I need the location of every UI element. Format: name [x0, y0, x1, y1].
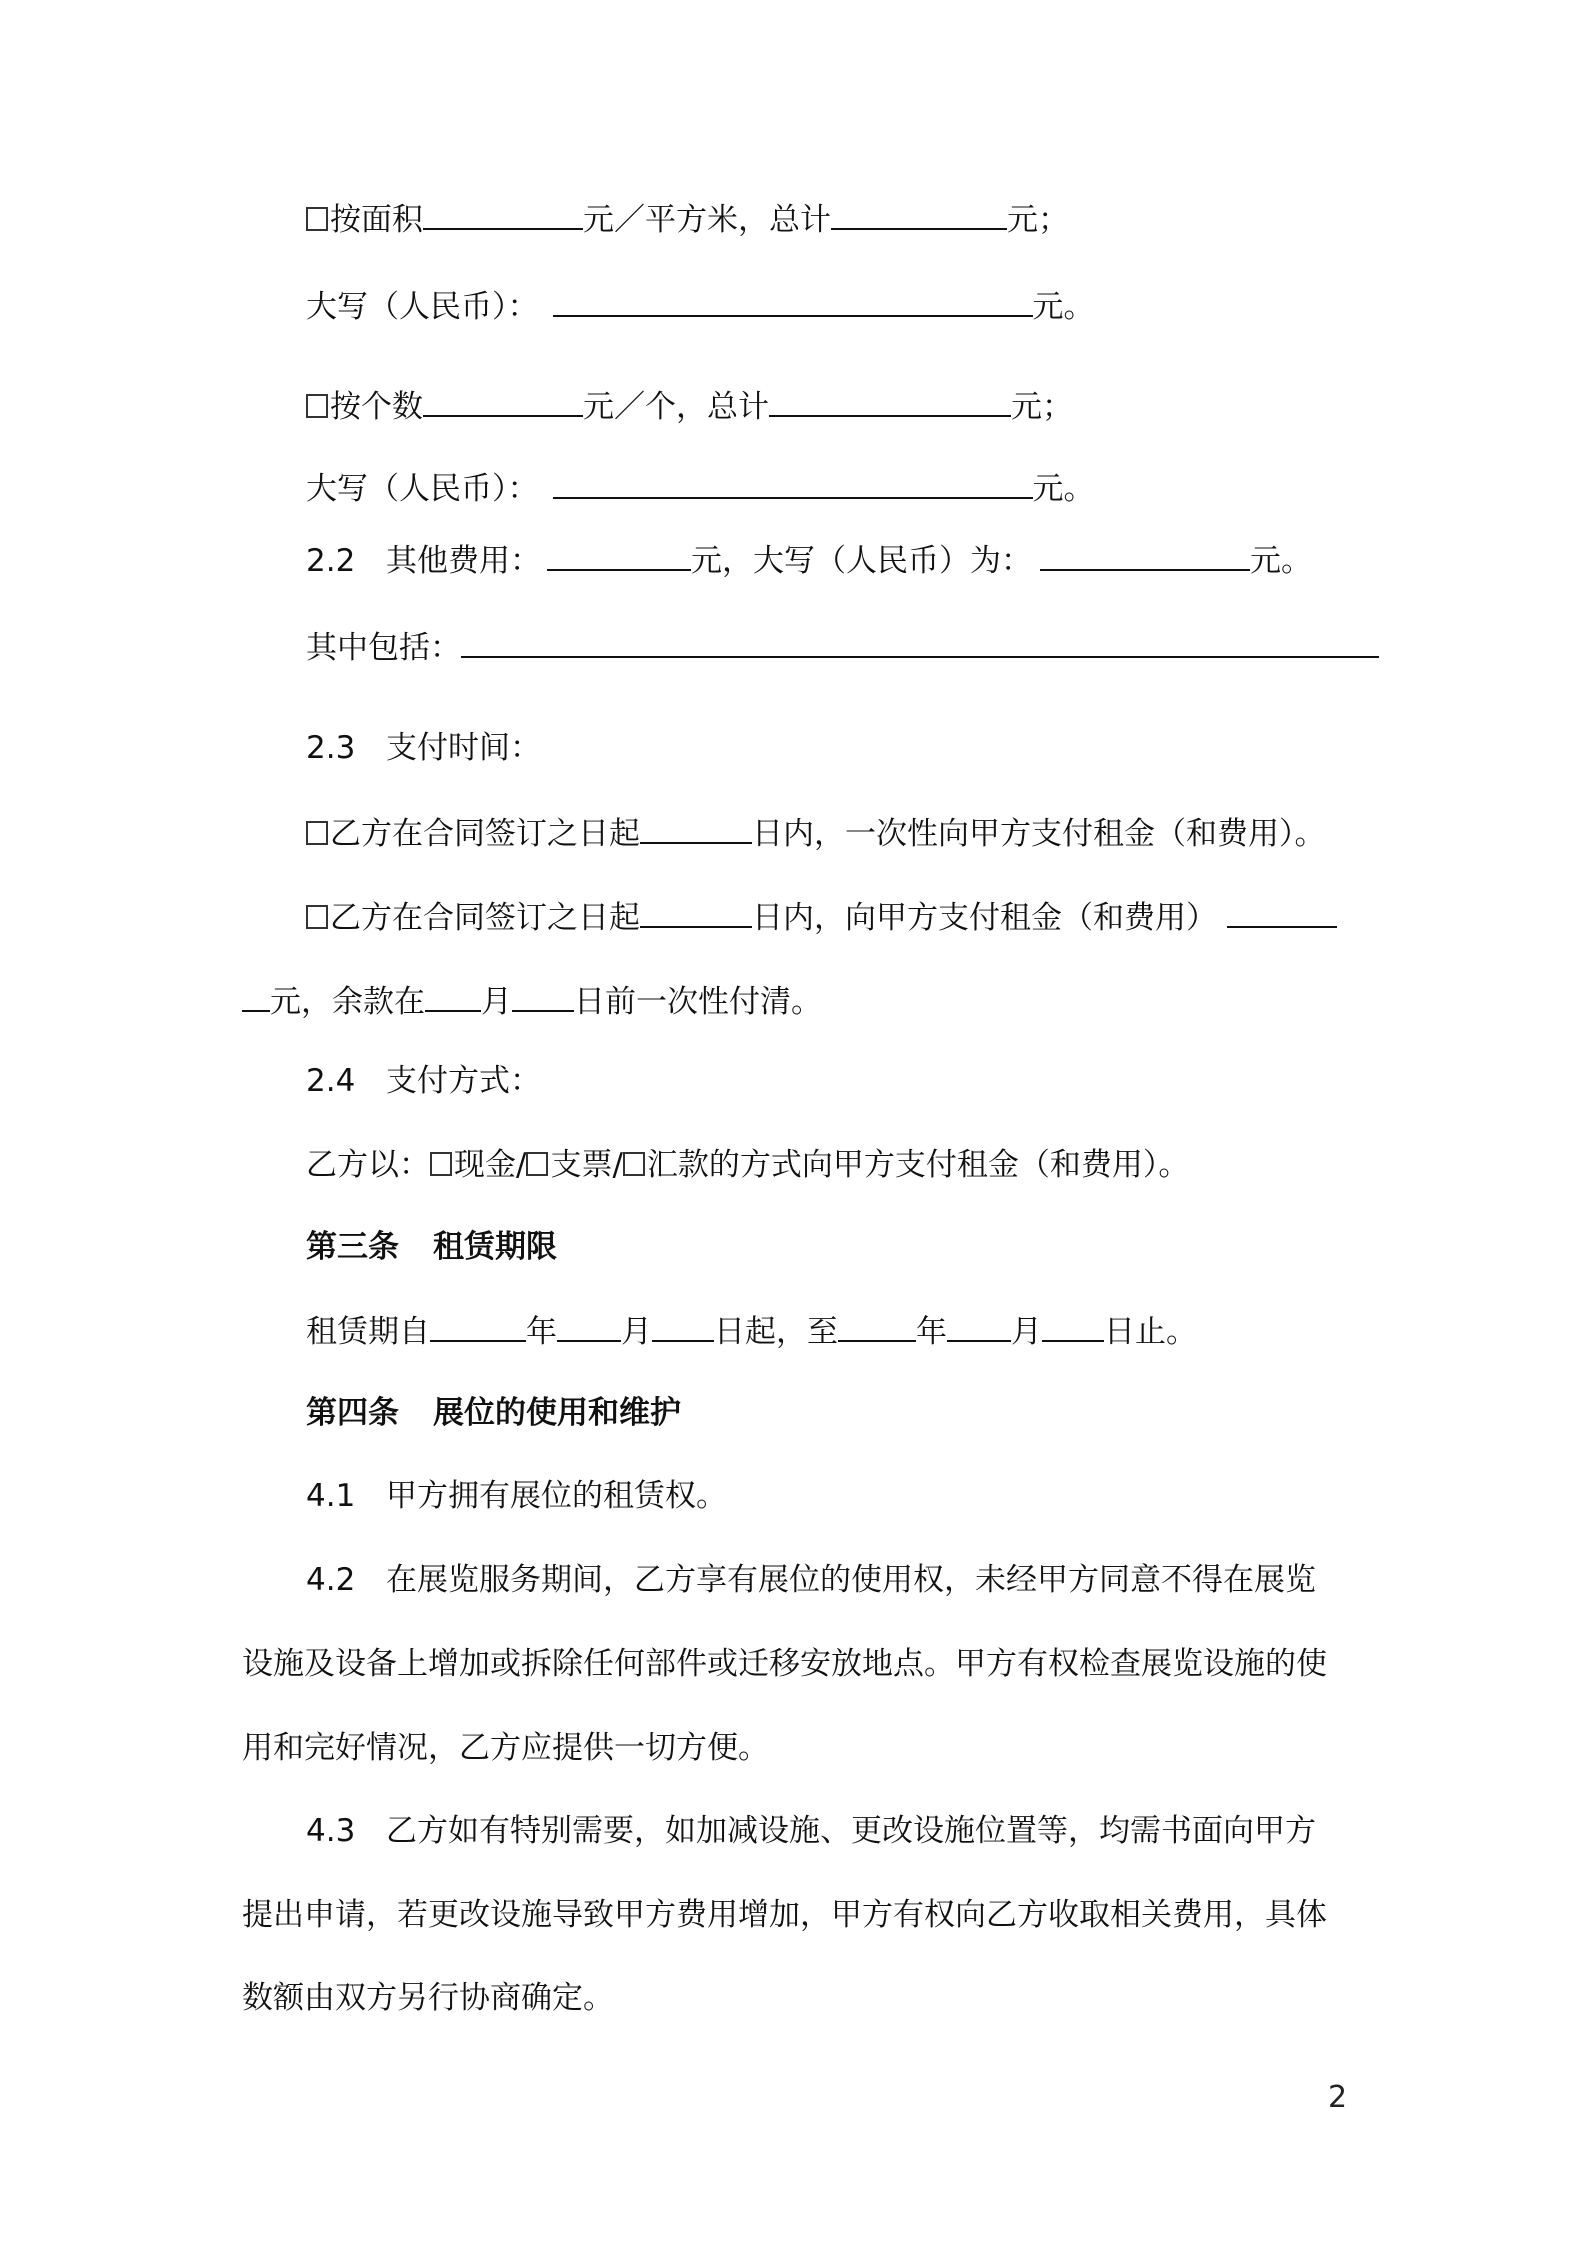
section-4-2-text-3: 用和完好情况，乙方应提供一切方便。	[242, 1730, 769, 1766]
count-total-blank[interactable]	[769, 385, 1011, 417]
other-fees-mid: 元，大写（人民币）为：	[691, 543, 1032, 579]
cheque-label: 支票/	[550, 1147, 623, 1183]
section-2-2	[306, 539, 1312, 579]
cheque-checkbox[interactable]	[526, 1152, 548, 1176]
area-prefix: 按面积	[330, 202, 423, 238]
count-end: 元；	[1011, 389, 1073, 425]
transfer-checkbox[interactable]	[623, 1152, 645, 1176]
start-day-blank[interactable]	[652, 1310, 714, 1342]
area-caps-blank[interactable]	[553, 285, 1033, 317]
article-title: 租赁期限	[433, 1229, 557, 1265]
area-price-blank[interactable]	[423, 198, 583, 230]
other-fees-label: 其他费用：	[386, 543, 541, 579]
count-caps-label: 大写（人民币）：	[306, 471, 539, 507]
option-2-amount-blank-cont[interactable]	[242, 980, 270, 1012]
section-4-3-text-3: 数额由双方另行协商确定。	[242, 1980, 614, 2016]
term-month-2: 月	[1011, 1314, 1042, 1350]
section-4-2-line-2	[242, 1644, 1327, 1684]
option-2-text-d: 日前一次性付清。	[574, 984, 822, 1020]
end-month-blank[interactable]	[947, 1310, 1011, 1342]
area-caps-label: 大写（人民币）：	[306, 289, 539, 325]
option-2-month-blank[interactable]	[425, 980, 481, 1012]
section-4-2-line-3	[242, 1728, 769, 1768]
end-year-blank[interactable]	[838, 1310, 916, 1342]
term-month-1: 月	[621, 1314, 652, 1350]
article-3-heading	[306, 1227, 557, 1267]
section-4-3-text-2: 提出申请，若更改设施导致甲方费用增加，甲方有权向乙方收取相关费用，具体	[242, 1897, 1327, 1933]
transfer-label: 汇款的方式向甲方支付租金（和费用）。	[646, 1147, 1190, 1183]
option-2-text-a: 乙方在合同签订之日起	[330, 900, 640, 936]
payment-method-prefix: 乙方以：	[306, 1147, 430, 1183]
count-price-blank[interactable]	[423, 385, 583, 417]
section-number: 4.1	[306, 1478, 356, 1514]
section-number: 2.4	[306, 1063, 356, 1099]
option-1-text-a: 乙方在合同签订之日起	[330, 816, 640, 852]
section-4-1	[306, 1476, 727, 1516]
area-caps-line	[306, 285, 1095, 325]
start-month-blank[interactable]	[557, 1310, 621, 1342]
option-1-text-b: 日内，一次性向甲方支付租金（和费用）。	[752, 816, 1326, 852]
section-2-3	[306, 728, 541, 768]
option-1-days-blank[interactable]	[640, 812, 752, 844]
term-text-d: 日起，至	[714, 1314, 838, 1350]
other-fees-blank[interactable]	[547, 539, 691, 571]
includes-line	[306, 626, 1379, 666]
end-day-blank[interactable]	[1042, 1310, 1104, 1342]
includes-label: 其中包括：	[306, 630, 461, 666]
section-4-2-text-2: 设施及设备上增加或拆除任何部件或迁移安放地点。甲方有权检查展览设施的使	[242, 1646, 1327, 1682]
article-number: 第三条	[306, 1229, 399, 1265]
section-number: 2.2	[306, 543, 356, 579]
term-year-1: 年	[526, 1314, 557, 1350]
start-year-blank[interactable]	[430, 1310, 526, 1342]
option-2-text-b: 日内，向甲方支付租金（和费用）	[752, 900, 1217, 936]
lease-term-line	[306, 1310, 1197, 1350]
payment-method-line	[306, 1145, 1189, 1185]
section-2-4	[306, 1061, 541, 1101]
article-number: 第四条	[306, 1395, 399, 1431]
option-2-text-c: 元，余款在	[270, 984, 425, 1020]
payment-option-1	[306, 812, 1326, 852]
payment-option-2	[306, 896, 1337, 936]
term-text-a: 租赁期自	[306, 1314, 430, 1350]
section-4-2-text-1: 在展览服务期间，乙方享有展位的使用权，未经甲方同意不得在展览	[386, 1562, 1316, 1598]
cash-label: 现金/	[454, 1147, 527, 1183]
section-4-2-line-1	[306, 1560, 1316, 1600]
area-end: 元；	[1007, 202, 1069, 238]
option-2-day-blank[interactable]	[512, 980, 574, 1012]
option-2-month: 月	[481, 984, 512, 1020]
other-fees-caps-blank[interactable]	[1040, 539, 1250, 571]
area-unit: 元／平方米，总计	[583, 202, 831, 238]
section-4-3-text-1: 乙方如有特别需要，如加减设施、更改设施位置等，均需书面向甲方	[386, 1813, 1316, 1849]
area-checkbox[interactable]	[306, 207, 328, 231]
option-1-checkbox[interactable]	[306, 821, 328, 845]
includes-blank[interactable]	[461, 626, 1379, 658]
section-4-3-line-2	[242, 1895, 1327, 1935]
section-4-3-line-3	[242, 1978, 614, 2018]
count-unit: 元／个，总计	[583, 389, 769, 425]
count-caps-end: 元。	[1032, 471, 1095, 507]
term-year-2: 年	[916, 1314, 947, 1350]
option-2-checkbox[interactable]	[306, 905, 328, 929]
count-caps-line	[306, 467, 1095, 507]
cash-checkbox[interactable]	[430, 1152, 452, 1176]
section-number: 2.3	[306, 730, 356, 766]
page-number: 2	[1328, 2080, 1348, 2115]
payment-option-2-cont	[242, 980, 822, 1020]
area-total-blank[interactable]	[831, 198, 1007, 230]
section-4-3-line-1	[306, 1811, 1316, 1851]
section-4-1-text: 甲方拥有展位的租赁权。	[386, 1478, 727, 1514]
payment-time-label: 支付时间：	[386, 730, 541, 766]
count-line	[306, 385, 1073, 425]
area-caps-end: 元。	[1032, 289, 1095, 325]
section-number: 4.2	[306, 1562, 356, 1598]
option-2-amount-blank[interactable]	[1227, 896, 1337, 928]
section-number: 4.3	[306, 1813, 356, 1849]
article-title: 展位的使用和维护	[433, 1395, 681, 1431]
option-2-days-blank[interactable]	[640, 896, 752, 928]
other-fees-end: 元。	[1250, 543, 1312, 579]
term-text-g: 日止。	[1104, 1314, 1197, 1350]
count-prefix: 按个数	[330, 389, 423, 425]
count-caps-blank[interactable]	[553, 467, 1033, 499]
area-line	[306, 198, 1069, 238]
payment-method-label: 支付方式：	[386, 1063, 541, 1099]
count-checkbox[interactable]	[306, 394, 328, 418]
article-4-heading	[306, 1393, 681, 1433]
